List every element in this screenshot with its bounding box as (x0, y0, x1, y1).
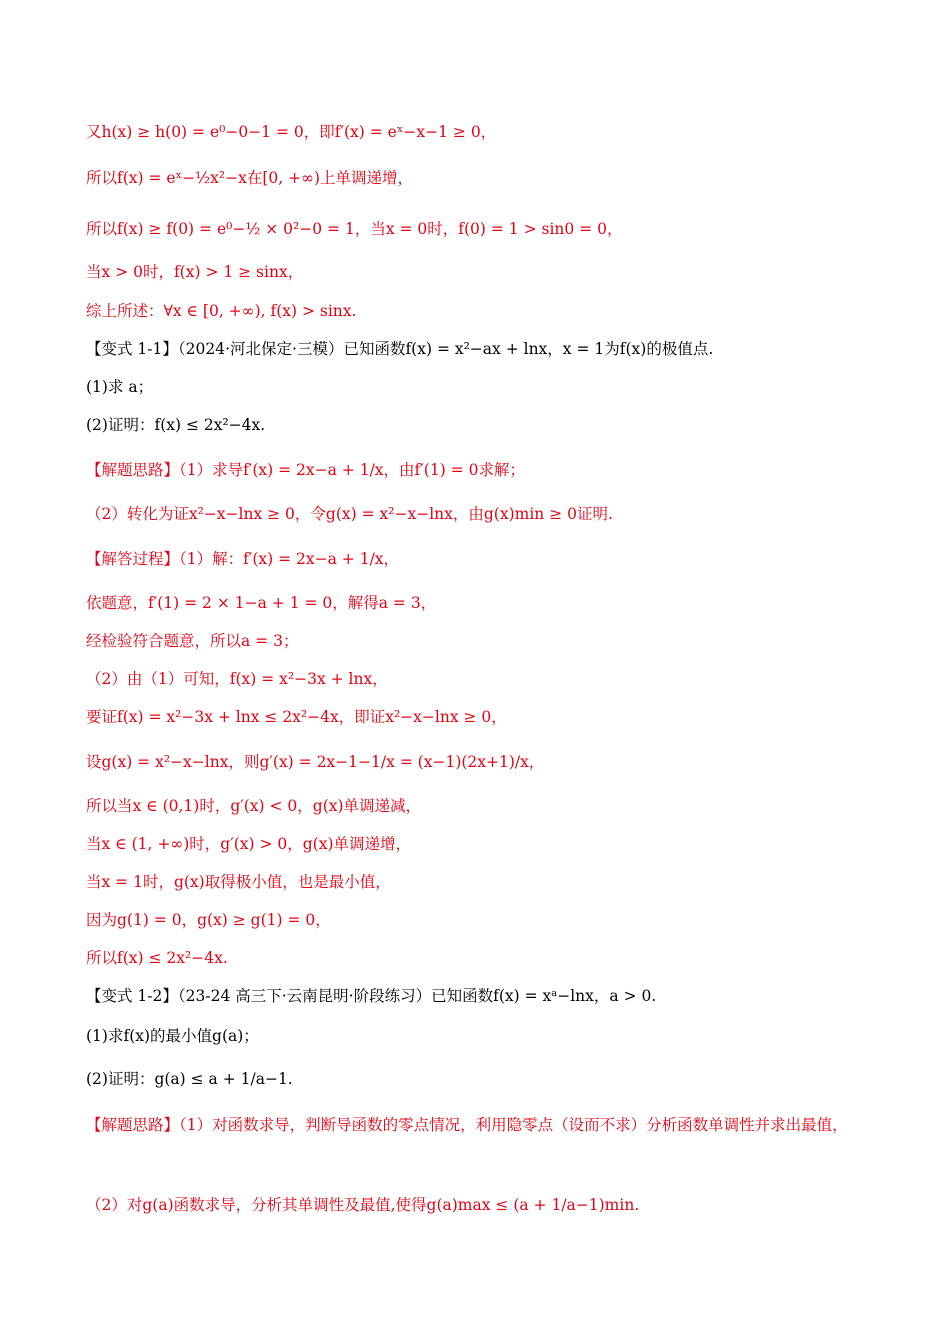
variant-1-1-part-2-goal: 要证f(x) = x²−3x + lnx ≤ 2x²−4x，即证x²−x−lnx ≥ 0， (86, 708, 507, 726)
variant-1-1-part-2: (2)证明：f(x) ≤ 2x²−4x. (86, 416, 266, 434)
proof-line-conclusion: 综上所述：∀x ∈ [0, +∞), f(x) > sinx. (86, 302, 357, 320)
variant-1-1-solution-start: 【解答过程】（1）解：f′(x) = 2x−a + 1/x， (86, 550, 400, 568)
variant-1-1-part-2-intro: （2）由（1）可知，f(x) = x²−3x + lnx， (86, 670, 388, 688)
variant-1-1-g-minimum: 当x = 1时，g(x)取得极小值，也是最小值， (86, 873, 391, 891)
variant-1-1-idea-1: 【解题思路】（1）求导f′(x) = 2x−a + 1/x，由f′(1) = 0求解； (86, 461, 525, 479)
variant-1-2-part-1: (1)求f(x)的最小值g(a)； (86, 1027, 259, 1045)
variant-1-2-problem: 【变式 1-2】（23-24 高三下·云南昆明·阶段练习）已知函数f(x) = xᵃ−lnx，a > 0. (86, 987, 657, 1005)
variant-1-1-solution-check: 经检验符合题意，所以a = 3； (86, 632, 299, 650)
variant-1-1-proof-conclusion: 所以f(x) ≤ 2x²−4x. (86, 949, 228, 967)
variant-1-1-solution-a: 依题意，f′(1) = 2 × 1−a + 1 = 0，解得a = 3， (86, 594, 437, 612)
variant-1-2-part-2: (2)证明：g(a) ≤ a + 1/a−1. (86, 1070, 293, 1088)
variant-1-1-g-derivative: 设g(x) = x²−x−lnx，则g′(x) = 2x−1−1/x = (x−1)(2x+1)/x， (86, 753, 545, 771)
proof-line-x-positive: 当x > 0时，f(x) > 1 ≥ sinx， (86, 263, 304, 281)
variant-1-1-idea-2: （2）转化为证x²−x−lnx ≥ 0，令g(x) = x²−x−lnx，由g(x)min ≥ 0证明. (86, 505, 613, 523)
variant-1-1-g-bound: 因为g(1) = 0，g(x) ≥ g(1) = 0， (86, 911, 331, 929)
proof-line-h-nonnegative: 又h(x) ≥ h(0) = e⁰−0−1 = 0，即f′(x) = eˣ−x−1 ≥ 0， (86, 123, 497, 141)
variant-1-1-g-decreasing: 所以当x ∈ (0,1)时，g′(x) < 0，g(x)单调递减， (86, 797, 422, 815)
proof-line-f-increasing: 所以f(x) = eˣ−½x²−x在[0, +∞)上单调递增， (86, 169, 414, 187)
variant-1-1-problem: 【变式 1-1】（2024·河北保定·三模）已知函数f(x) = x²−ax + lnx，x = 1为f(x)的极值点. (86, 340, 714, 358)
variant-1-1-part-1: (1)求 a； (86, 378, 154, 396)
variant-1-2-idea-1: 【解题思路】（1）对函数求导，判断导函数的零点情况，利用隐零点（设而不求）分析函数单调性并求出最值， (86, 1116, 848, 1134)
variant-1-1-g-increasing: 当x ∈ (1, +∞)时，g′(x) > 0，g(x)单调递增， (86, 835, 412, 853)
variant-1-2-idea-2: （2）对g(a)函数求导，分析其单调性及最值,使得g(a)max ≤ (a + 1/a−1)min. (86, 1196, 640, 1214)
proof-line-f-lower-bound: 所以f(x) ≥ f(0) = e⁰−½ × 0²−0 = 1，当x = 0时，f(0) = 1 > sin0 = 0， (86, 220, 623, 238)
